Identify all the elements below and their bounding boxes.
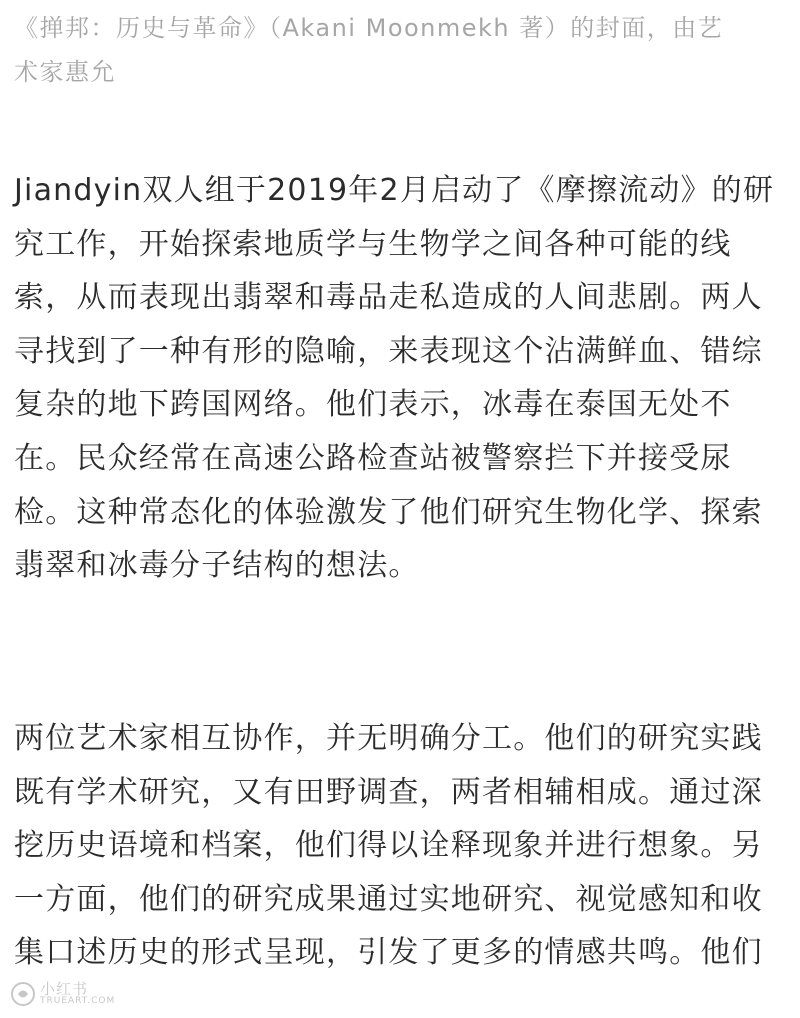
paragraph-line: 寻找到了一种有形的隐喻，来表现这个沾满鲜血、错综 [14, 333, 763, 369]
paragraph-line: 两位艺术家相互协作，并无明确分工。他们的研究实践 [14, 721, 763, 756]
paragraph-line: 一方面，他们的研究成果通过实地研究、视觉感知和收 [14, 881, 763, 917]
paragraph-line: 集口述历史的形式呈现，引发了更多的情感共鸣。他们 [14, 935, 763, 971]
paragraph-line: 在。民众经常在高速公路检查站被警察拦下并接受尿 [14, 440, 732, 476]
watermark [10, 978, 115, 1010]
watermark-logo-icon [10, 981, 36, 1007]
paragraph-line: 挖历史语境和档案，他们得以诠释现象并进行想象。另 [14, 828, 763, 864]
image-caption [14, 6, 786, 94]
paragraph-line: 检。这种常态化的体验激发了他们研究生物化学、探索 [14, 494, 763, 530]
paragraph-line: 翡翠和冰毒分子结构的想法。 [14, 548, 420, 584]
paragraph-line: 索，从而表现出翡翠和毒品走私造成的人间悲剧。两人 [14, 280, 763, 316]
body-paragraph [14, 164, 790, 593]
paragraph-line: 复杂的地下跨国网络。他们表示，冰毒在泰国无处不 [14, 387, 732, 423]
watermark-subtext: TRUEART.COM [40, 996, 116, 1006]
caption-line: 《掸邦：历史与革命》（Akani Moonmekh 著）的封面，由艺 [14, 14, 724, 42]
caption-line: 术家惠允 [14, 58, 116, 86]
watermark-text: 小红书 [40, 980, 89, 998]
paragraph-line: 究工作，开始探索地质学与生物学之间各种可能的线 [14, 226, 732, 262]
body-paragraph [14, 712, 790, 980]
paragraph-line: Jiandyin双人组于2019年2月启动了《摩擦流动》的研 [14, 173, 775, 208]
paragraph-line: 既有学术研究，又有田野调查，两者相辅相成。通过深 [14, 774, 763, 810]
